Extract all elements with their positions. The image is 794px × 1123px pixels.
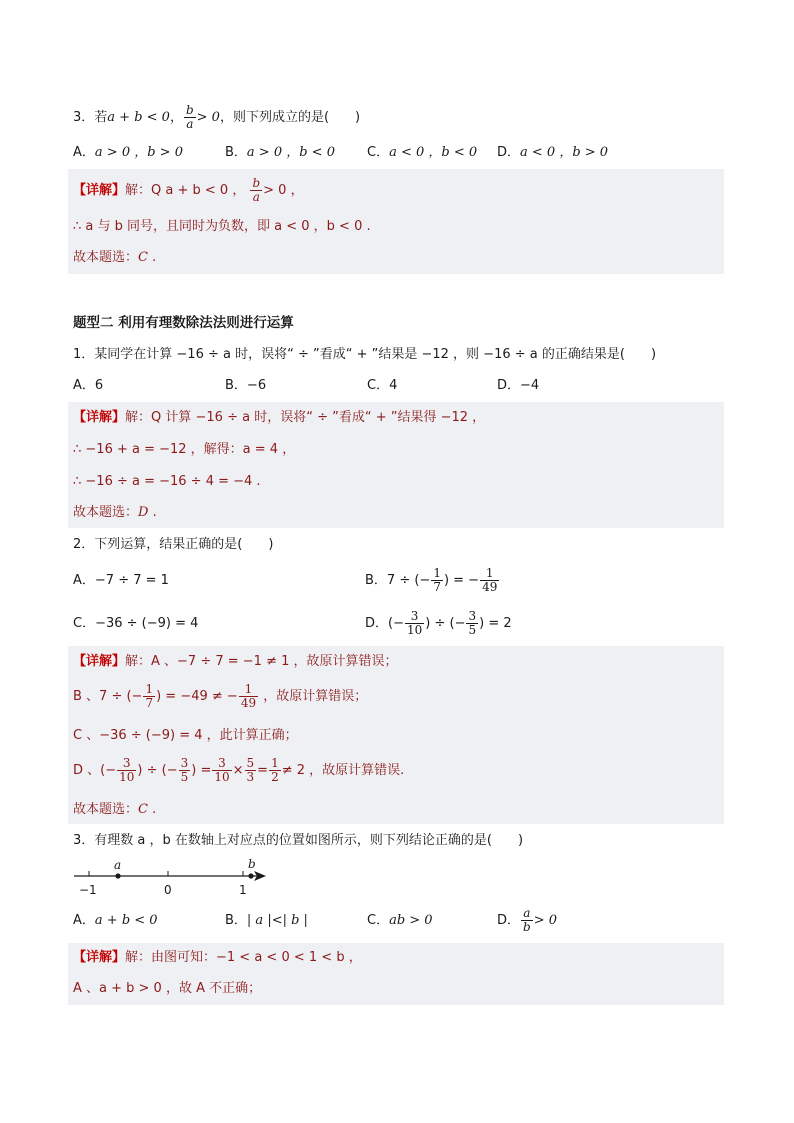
- q3-option-c: C．ab > 0: [367, 913, 433, 928]
- q3-top-detail-line2: ∴ a 与 b 同号，且同时为负数，即 a < 0 ，b < 0 .: [73, 219, 371, 234]
- q3-top-fraction: $\frac{b}{a}$: [185, 103, 194, 131]
- q3-top-detail-box: [68, 169, 724, 274]
- q3-detail-line2: A 、a + b > 0 ，故 A 不正确；: [73, 981, 262, 996]
- q2-stem: 2．下列运算，结果正确的是( ): [73, 537, 274, 552]
- q2-detail-line5: 故本题选：C .: [73, 802, 157, 817]
- q3-top-detail-line3: 故本题选：C .: [73, 250, 157, 265]
- q1-option-b: B．−6: [225, 378, 267, 393]
- tick-label-zero: 0: [164, 883, 172, 897]
- q1-option-c: C．4: [367, 378, 398, 393]
- q2-detail-line2: B 、7 ÷ (− $\frac{1}{7}$ ) = −49 ≠ − $\frac{1}{49}$ ，故原计算错误；: [73, 682, 368, 710]
- q1-option-a: A．6: [73, 378, 104, 393]
- q1-detail-line2: ∴ −16 + a = −12 ，解得：a = 4 ，: [73, 442, 296, 457]
- q3-option-d: D． $\frac{a}{b}$ > 0: [497, 906, 557, 934]
- q1-detail-box: [68, 402, 724, 528]
- number-line: [68, 855, 278, 900]
- q1-option-d: D．−4: [497, 378, 540, 393]
- q2-option-a: A．−7 ÷ 7 = 1: [73, 573, 169, 588]
- q2-detail-box: [68, 646, 724, 824]
- tick-label-one: 1: [239, 883, 247, 897]
- q2-option-d: D．(− $\frac{3}{10}$ ) ÷ (− $\frac{3}{5}$ ) = 2: [365, 609, 512, 637]
- q2-detail-line4: D 、(− $\frac{3}{10}$ ) ÷ (− $\frac{3}{5}$ ) = $\frac{3}{10}$ × $\frac{5}{3}$ = $\frac{1}{2}$ ≠ 2 ，故原计算错误.: [73, 756, 405, 784]
- point-b-label: b: [248, 857, 256, 871]
- q3-option-a: A．a + b < 0: [73, 913, 158, 928]
- q1-detail-line4: 故本题选：D .: [73, 505, 157, 520]
- q2-option-c: C．−36 ÷ (−9) = 4: [73, 616, 199, 631]
- q3-top-option-d: D．a < 0 ，b > 0: [497, 145, 609, 160]
- q3-detail-line1: 【详解】解：由图可知：−1 < a < 0 < 1 < b ，: [73, 950, 362, 965]
- q3-top-option-b: B．a > 0 ，b < 0: [225, 145, 335, 160]
- q1-stem: 1．某同学在计算 −16 ÷ a 时，误将“ ÷ ”看成“ + ”结果是 −12 ，则 −16 ÷ a 的正确结果是( ): [73, 347, 657, 362]
- point-a-label: a: [114, 858, 122, 872]
- q2-option-b: B．7 ÷ (− $\frac{1}{7}$ ) = − $\frac{1}{49}$: [365, 566, 498, 594]
- q3-option-b: B．| a |<| b |: [225, 913, 308, 928]
- q3-top-option-a: A．a > 0 ，b > 0: [73, 145, 183, 160]
- q3-detail-box: [68, 943, 724, 1005]
- q3-top-option-c: C．a < 0 ，b < 0: [367, 145, 478, 160]
- q2-detail-line1: 【详解】解：A 、−7 ÷ 7 = −1 ≠ 1 ，故原计算错误；: [73, 654, 398, 669]
- tick-label-minus-one: −1: [79, 883, 97, 897]
- q1-detail-line1: 【详解】解：Q 计算 −16 ÷ a 时，误将“ ÷ ”看成“ + ”结果得 −12 ，: [73, 410, 486, 425]
- q1-detail-line3: ∴ −16 ÷ a = −16 ÷ 4 = −4 .: [73, 474, 261, 489]
- q3-stem: 3．有理数 a ，b 在数轴上对应点的位置如图所示，则下列结论正确的是( ): [73, 833, 524, 848]
- point-a: [115, 873, 120, 878]
- point-b: [248, 873, 253, 878]
- section-title: 题型二 利用有理数除法法则进行运算: [73, 315, 294, 331]
- q3-top-cond1: a + b < 0: [107, 110, 170, 125]
- q3-top-detail-line1: 【详解】解：Q a + b < 0 ， $\frac{b}{a}$ > 0 ，: [73, 176, 304, 204]
- q3-top-stem: 3．若a + b < 0， $\frac{b}{a}$ > 0，则下列成立的是( ): [73, 103, 361, 131]
- q2-detail-line3: C 、−36 ÷ (−9) = 4 ，此计算正确；: [73, 728, 298, 743]
